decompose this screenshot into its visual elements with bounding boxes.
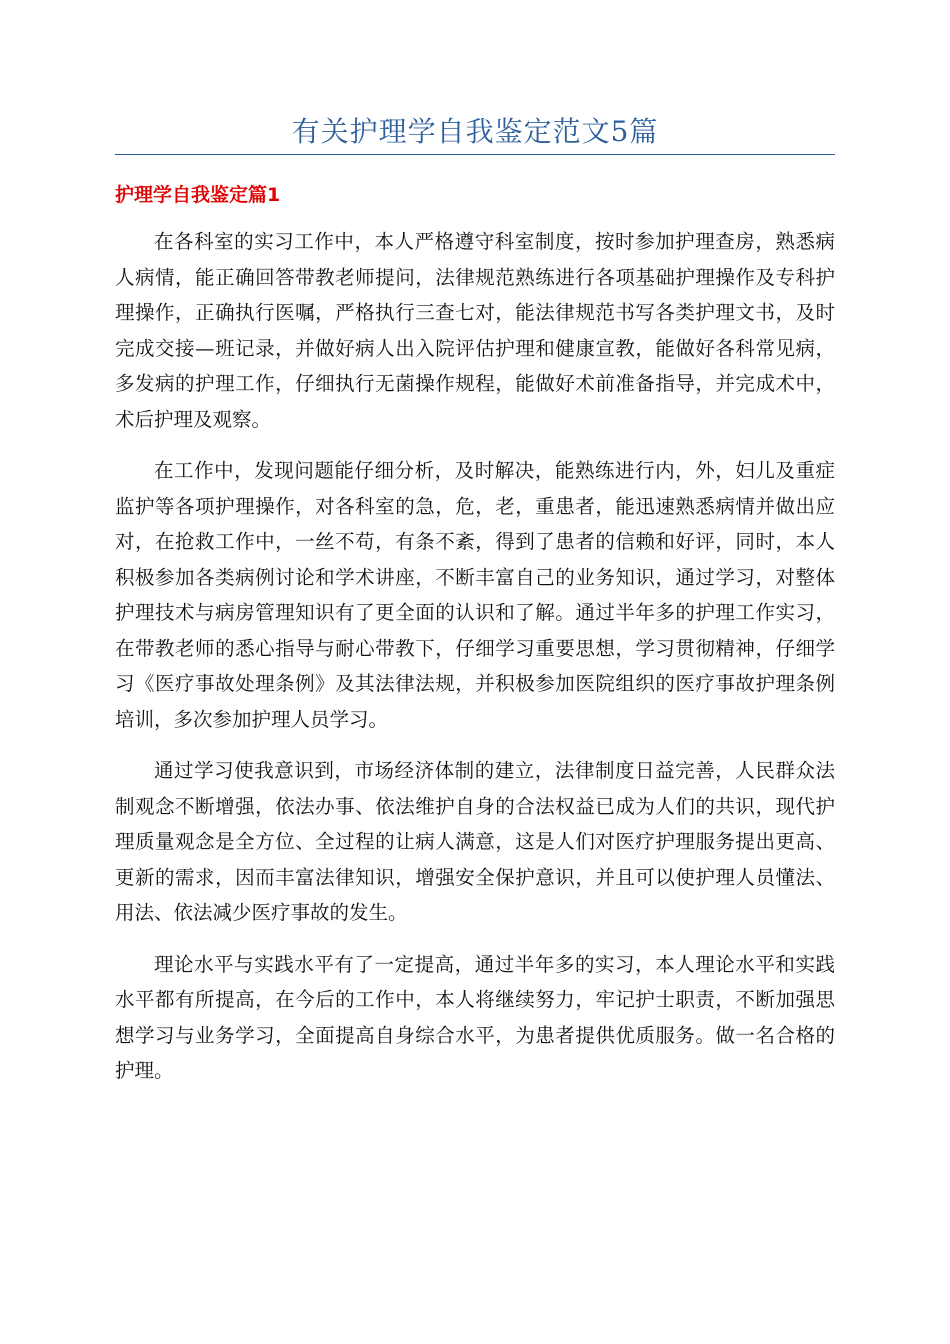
document-title: 有关护理学自我鉴定范文5篇 [291,115,659,148]
paragraph-3: 通过学习使我意识到，市场经济体制的建立，法律制度日益完善，人民群众法制观念不断增强，依法办事、依法维护自身的合法权益已成为人们的共识，现代护理质量观念是全方位、全过程的让病人满意，这是人们对医疗护理服务提出更高、更新的需求，因而丰富法律知识，增强安全保护意识，并且可以使护理人员懂法、用法、依法减少医疗事故的发生。 [115,759,835,924]
paragraph-2: 在工作中，发现问题能仔细分析，及时解决，能熟练进行内，外，妇儿及重症监护等各项护理操作，对各科室的急，危，老，重患者，能迅速熟悉病情并做出应对，在抢救工作中，一丝不苟，有条不紊，得到了患者的信赖和好评，同时，本人积极参加各类病例讨论和学术讲座，不断丰富自己的业务知识，通过学习，对整体护理技术与病房管理知识有了更全面的认识和了解。通过半年多的护理工作实习，在带教老师的悉心指导与耐心带教下，仔细学习重要思想，学习贯彻精神，仔细学习《医疗事故处理条例》及其法律法规，并积极参加医院组织的医疗事故护理条例培训，多次参加护理人员学习。 [115,459,835,731]
section-heading: 护理学自我鉴定篇1 [115,184,281,206]
document-body [115,224,835,1105]
paragraph-1: 在各科室的实习工作中，本人严格遵守科室制度，按时参加护理查房，熟悉病人病情，能正确回答带教老师提问，法律规范熟练进行各项基础护理操作及专科护理操作，正确执行医嘱，严格执行三查七对，能法律规范书写各类护理文书，及时完成交接—班记录，并做好病人出入院评估护理和健康宣教，能做好各科常见病，多发病的护理工作，仔细执行无菌操作规程，能做好术前准备指导，并完成术中，术后护理及观察。 [115,230,835,431]
paragraph-4: 理论水平与实践水平有了一定提高，通过半年多的实习，本人理论水平和实践水平都有所提高，在今后的工作中，本人将继续努力，牢记护士职责，不断加强思想学习与业务学习，全面提高自身综合水平，为患者提供优质服务。做一名合格的护理。 [115,952,835,1082]
title-underline [115,154,835,155]
